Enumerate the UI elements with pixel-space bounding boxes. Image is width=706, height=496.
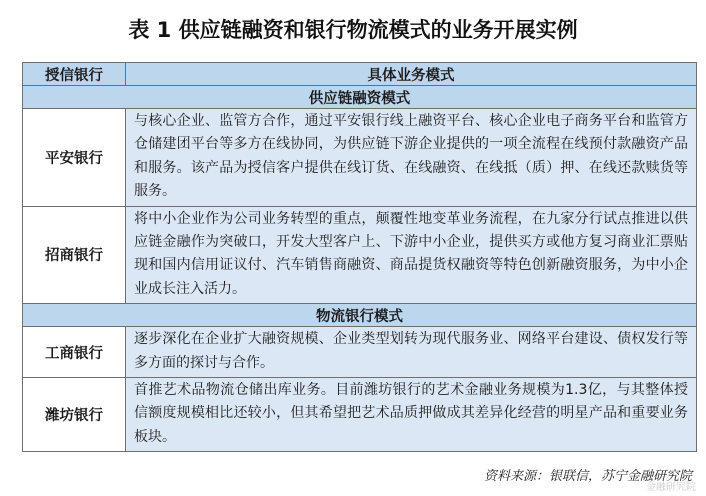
section-heading-row [23, 304, 697, 327]
source-note: 资料来源：银联信，苏宁金融研究院 [483, 469, 692, 484]
watermark: 金融研究院 [646, 482, 696, 493]
table-row [23, 378, 697, 452]
bank-name: 潍坊银行 [23, 378, 126, 452]
table-row [23, 327, 697, 378]
business-description: 首推艺术品物流仓储出库业务。目前潍坊银行的艺术金融业务规模为1.3亿，与其整体授信额度规模相比还较小，但其希望把艺术品质押做成其差异化经营的明星产品和重要业务板块。 [126, 378, 697, 452]
business-description: 将中小企业作为公司业务转型的重点，颠覆性地变革业务流程，在九家分行试点推进以供应链金融作为突破口，开发大型客户上、下游中小企业，提供买方或他方复习商业汇票贴现和国内信用证议付、汽车销售商融资、商品提货权融资等特色创新融资服务，为中小企业成长注入活力。 [126, 206, 697, 304]
bank-name: 工商银行 [23, 327, 126, 378]
business-description: 逐步深化在企业扩大融资规模、企业类型划转为现代服务业、网络平台建设、债权发行等多方面的探讨与合作。 [126, 327, 697, 378]
header-bank: 授信银行 [23, 63, 126, 86]
header-business-model: 具体业务模式 [126, 63, 697, 86]
table-row [23, 109, 697, 207]
table-header-row [23, 63, 697, 86]
section-heading: 物流银行模式 [23, 304, 697, 327]
bank-name: 平安银行 [23, 109, 126, 207]
bank-name: 招商银行 [23, 206, 126, 304]
table-row [23, 206, 697, 304]
section-heading-row [23, 86, 697, 109]
table-title: 表 1 供应链融资和银行物流模式的业务开展实例 [128, 18, 578, 42]
section-heading: 供应链融资模式 [23, 86, 697, 109]
business-description: 与核心企业、监管方合作，通过平安银行线上融资平台、核心企业电子商务平台和监管方仓储建团平台等多方在线协同，为供应链下游企业提供的一项全流程在线预付款融资产品和服务。该产品为授信客户提供在线订货、在线融资、在线抵（质）押、在线还款赎货等服务。 [126, 109, 697, 207]
business-cases-table [22, 62, 697, 452]
